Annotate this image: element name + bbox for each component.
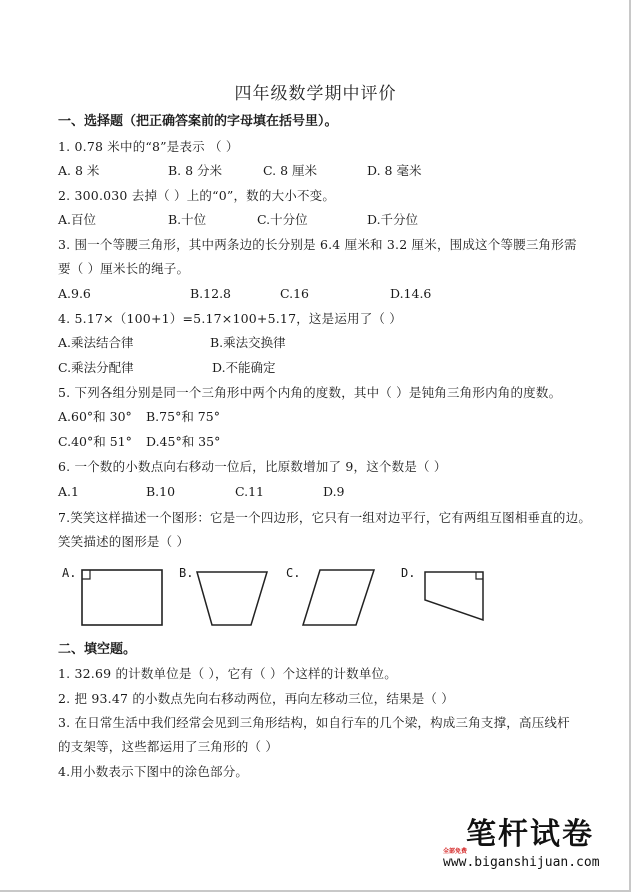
page-title: 四年级数学期中评价 <box>234 84 397 104</box>
q1-option-d: D. 8 毫米 <box>367 163 422 178</box>
q3-option-c: C.16 <box>280 286 309 301</box>
question-7-text-line-1: 7.笑笑这样描述一个图形：它是一个四边形，它只有一组对边平行，它有两组互图相垂直的边。 <box>58 510 592 525</box>
question-1-text: 1. 0.78 米中的“8”是表示 （ ） <box>58 139 239 154</box>
figure-a-rectangle-icon <box>80 568 170 628</box>
q5-option-a: A.60°和 30° <box>58 409 132 424</box>
q2-option-c: C.十分位 <box>257 212 308 227</box>
q6-option-b: B.10 <box>146 484 176 499</box>
watermark-free-tag: 全部免费 <box>443 848 468 855</box>
figure-b-label: B. <box>179 566 194 580</box>
section-heading-fill-blank: 二、填空题。 <box>58 642 137 657</box>
question-7-text-line-2: 笑笑描述的图形是（ ） <box>58 534 190 549</box>
q5-option-c: C.40°和 51° <box>58 434 132 449</box>
question-3-text-line-2: 要（ ）厘米长的绳子。 <box>58 261 190 276</box>
q5-option-b: B.75°和 75° <box>146 409 220 424</box>
fill-blank-3-line-2: 的支架等，这些都运用了三角形的（ ） <box>58 739 279 754</box>
watermark-brand: 笔杆试卷 <box>466 817 594 852</box>
section-heading-multiple-choice: 一、选择题（把正确答案前的字母填在括号里）。 <box>58 114 338 129</box>
q4-option-c: C.乘法分配律 <box>58 360 134 375</box>
q4-option-b: B.乘法交换律 <box>210 335 286 350</box>
q1-option-b: B. 8 分米 <box>168 163 223 178</box>
q4-option-a: A.乘法结合律 <box>58 335 134 350</box>
figure-a-label: A. <box>62 566 77 580</box>
figure-d-right-trapezoid-icon <box>422 568 492 623</box>
q6-option-c: C.11 <box>235 484 264 499</box>
q2-option-a: A.百位 <box>58 212 97 227</box>
question-4-text: 4. 5.17×（100+1）=5.17×100+5.17，这是运用了（ ） <box>58 311 403 326</box>
question-6-text: 6. 一个数的小数点向右移动一位后，比原数增加了 9，这个数是（ ） <box>58 459 447 474</box>
q1-option-a: A. 8 米 <box>58 163 100 178</box>
fill-blank-4: 4.用小数表示下图中的涂色部分。 <box>58 764 249 779</box>
question-5-text: 5. 下列各组分别是同一个三角形中两个内角的度数，其中（ ）是钝角三角形内角的度数。 <box>58 385 562 400</box>
q2-option-d: D.千分位 <box>367 212 419 227</box>
q5-option-d: D.45°和 35° <box>146 434 221 449</box>
q3-option-b: B.12.8 <box>190 286 231 301</box>
question-2-text: 2. 300.030 去掉（ ）上的“0”，数的大小不变。 <box>58 188 336 203</box>
watermark-url: www.biganshijuan.com <box>443 855 600 870</box>
fill-blank-3-line-1: 3. 在日常生活中我们经常会见到三角形结构，如自行车的几个梁，构成三角支撑，高压线杆 <box>58 715 570 730</box>
q6-option-d: D.9 <box>323 484 345 499</box>
q4-option-d: D.不能确定 <box>212 360 276 375</box>
question-3-text-line-1: 3. 围一个等腰三角形，其中两条边的长分别是 6.4 厘米和 3.2 厘米，围成这个等腰三角形需 <box>58 237 577 252</box>
q3-option-d: D.14.6 <box>390 286 432 301</box>
fill-blank-2: 2. 把 93.47 的小数点先向右移动两位，再向左移动三位，结果是（ ） <box>58 691 455 706</box>
figure-b-trapezoid-icon <box>194 568 274 628</box>
q3-option-a: A.9.6 <box>58 286 91 301</box>
q6-option-a: A.1 <box>58 484 79 499</box>
figure-c-label: C. <box>286 566 301 580</box>
figure-d-label: D. <box>401 566 416 580</box>
fill-blank-1: 1. 32.69 的计数单位是（ ），它有（ ）个这样的计数单位。 <box>58 666 397 681</box>
figure-c-parallelogram-icon <box>300 568 380 628</box>
q1-option-c: C. 8 厘米 <box>263 163 317 178</box>
q2-option-b: B.十位 <box>168 212 207 227</box>
